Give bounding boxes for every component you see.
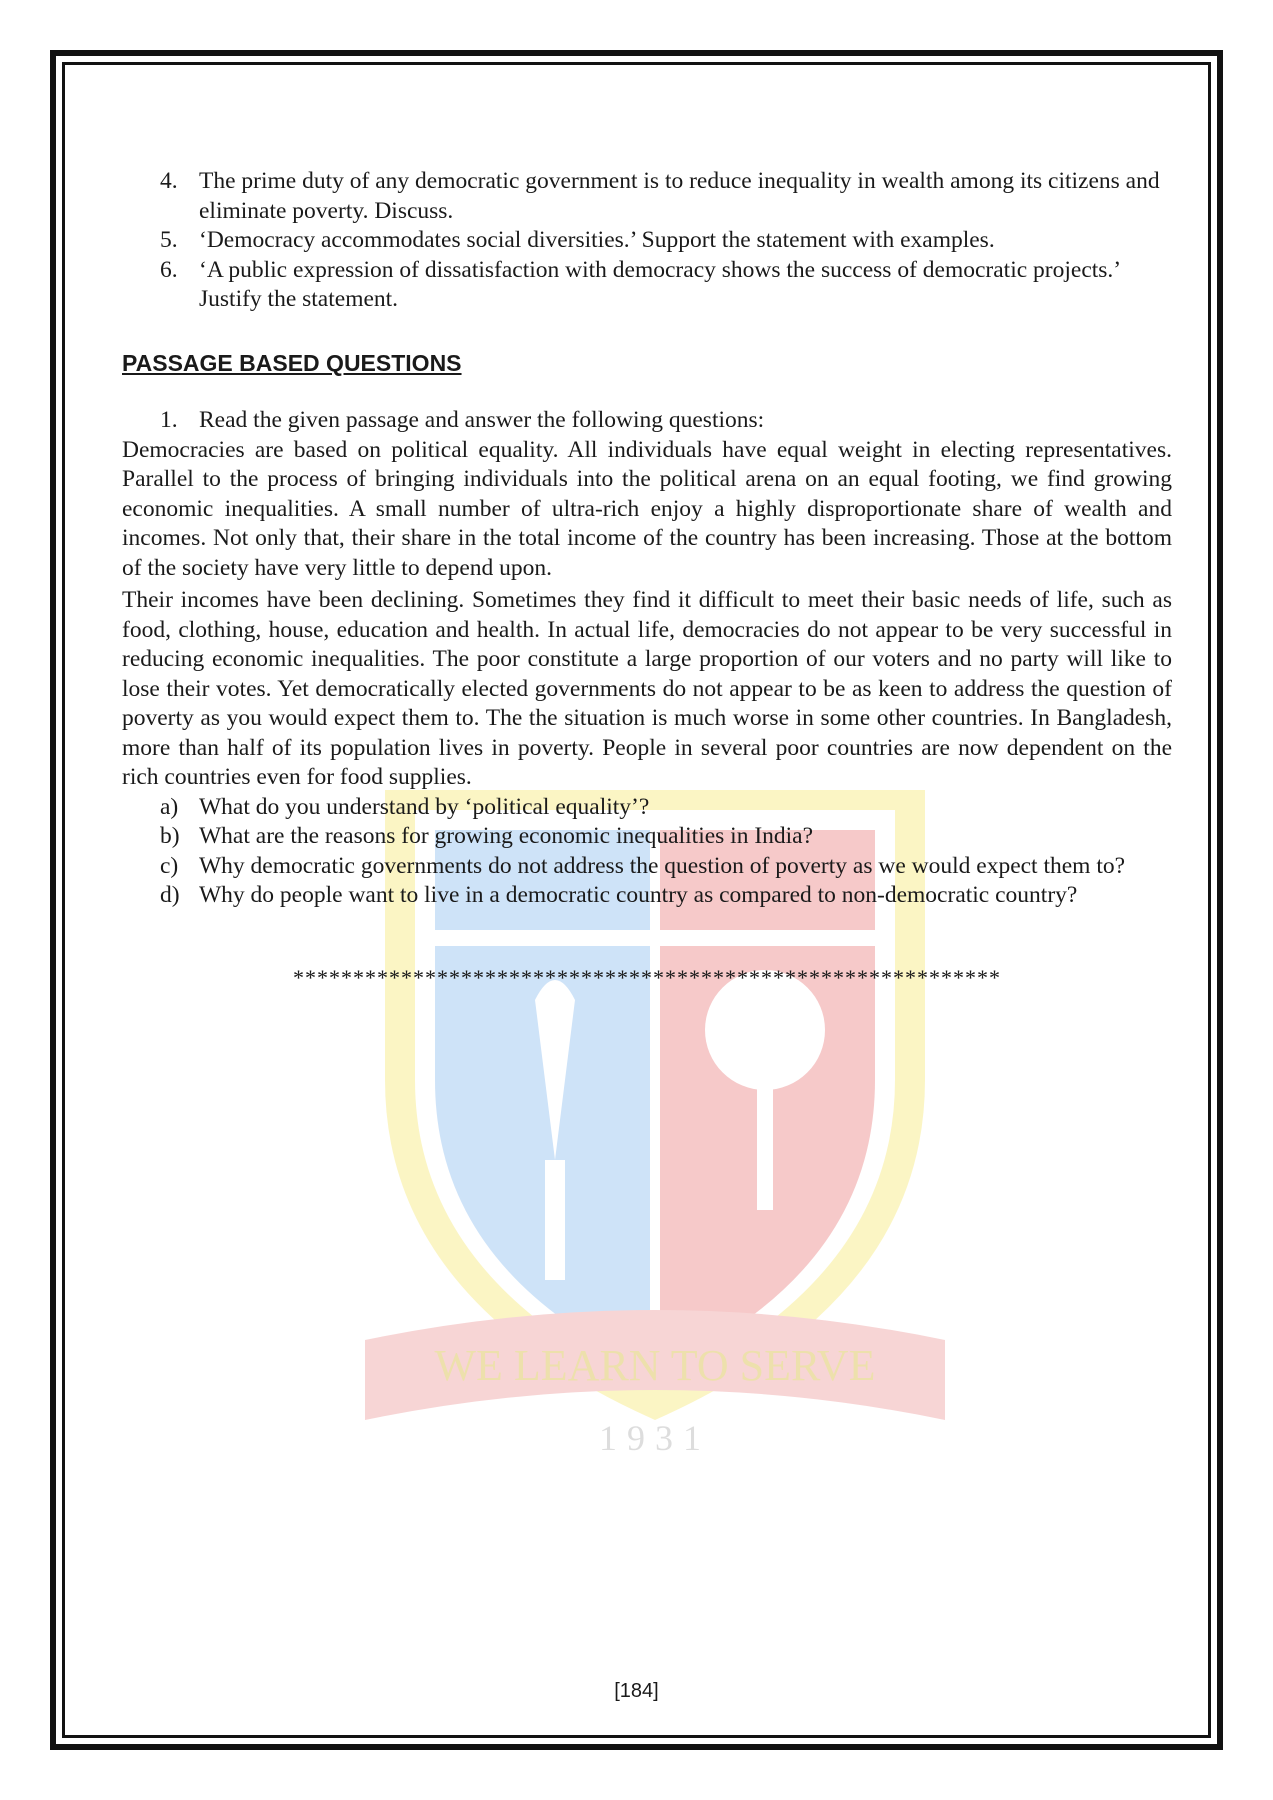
- sub-question-text: What do you understand by ‘political equality’?: [199, 793, 650, 820]
- sub-question-list: [122, 793, 1172, 911]
- question-text: The prime duty of any democratic government is to reduce inequality in wealth among its citizens and eliminate poverty. Discuss.: [199, 168, 1160, 224]
- question-number: 4.: [160, 168, 178, 194]
- question-item: [122, 167, 1172, 226]
- sub-question-item: [122, 852, 1172, 882]
- sub-question-item: [122, 881, 1172, 911]
- page-content: [122, 167, 1172, 992]
- question-text: Read the given passage and answer the following questions:: [199, 407, 765, 433]
- watermark-year: 1931: [599, 1418, 711, 1458]
- separator-stars: ***********************************************************: [293, 964, 1001, 990]
- passage-paragraph: Democracies are based on political equality. All individuals have equal weight in electing representatives. Parallel to the process of bringing individuals into the political arena on an equal footing, we find growing economic inequalities. A small number of ultra-rich enjoy a highly disproportionate share of wealth and incomes. Not only that, their share in the total income of the country has been increasing. Those at the bottom of the society have very little to depend upon.: [122, 436, 1172, 581]
- sub-question-text: Why do people want to live in a democratic country as compared to non-democratic country?: [199, 882, 1078, 908]
- sub-question-item: [122, 822, 1172, 852]
- sub-question-item: [122, 793, 1172, 823]
- page-number: [184]: [614, 1680, 659, 1702]
- question-item: [122, 256, 1172, 315]
- question-number: 6.: [160, 256, 178, 283]
- sub-question-label: d): [160, 882, 180, 908]
- passage-question-list: [122, 406, 1172, 436]
- question-list-top: [122, 167, 1172, 315]
- sub-question-label: c): [160, 852, 179, 879]
- question-item: [122, 226, 1172, 256]
- sub-question-text: Why democratic governments do not address the question of poverty as we would expect them to?: [199, 852, 1126, 879]
- question-number: 5.: [160, 227, 178, 253]
- question-text: ‘Democracy accommodates social diversities.’ Support the statement with examples.: [199, 227, 995, 253]
- sub-question-label: a): [160, 793, 179, 820]
- question-number: 1.: [160, 407, 178, 433]
- watermark-motto: WE LEARN TO SERVE: [434, 1341, 876, 1390]
- section-heading: PASSAGE BASED QUESTIONS: [122, 349, 462, 376]
- passage-question-item: [122, 406, 1172, 436]
- question-text: ‘A public expression of dissatisfaction with democracy shows the success of democratic projects.’ Justify the statement.: [199, 256, 1120, 312]
- sub-question-text: What are the reasons for growing economic inequalities in India?: [199, 823, 814, 849]
- sub-question-label: b): [160, 823, 180, 849]
- passage-paragraph: Their incomes have been declining. Sometimes they find it difficult to meet their basic needs of life, such as food, clothing, house, education and health. In actual life, democracies do not appear to be very successful in reducing economic inequalities. The poor constitute a large proportion of our voters and no party will like to lose their votes. Yet democratically elected governments do not appear to be as keen to address the question of poverty as you would expect them to. The the situation is much worse in some other countries. In Bangladesh, more than half of its population lives in poverty. People in several poor countries are now dependent on the rich countries even for food supplies.: [122, 587, 1172, 790]
